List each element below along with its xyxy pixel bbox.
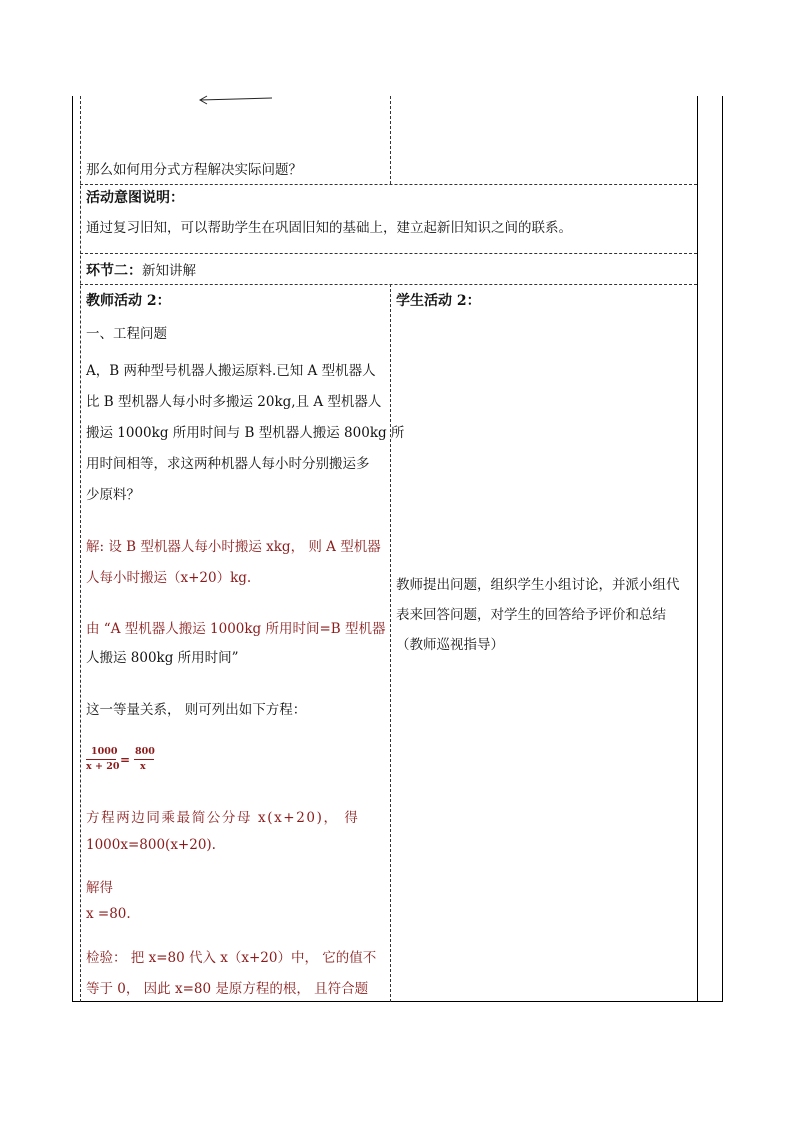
problem-line: A，B 两种型号机器人搬运原料.已知 A 型机器人 xyxy=(86,363,376,379)
section2-title: 新知讲解 xyxy=(142,263,196,279)
solution-line: 解: 设 B 型机器人每小时搬运 xkg， 则 A 型机器 xyxy=(86,539,381,555)
column-divider-main xyxy=(390,284,391,1002)
teacher-topic: 一、工程问题 xyxy=(86,326,167,342)
row-divider-3 xyxy=(80,284,697,285)
equals-sign: = xyxy=(120,753,131,767)
left-fraction-bar xyxy=(86,759,116,760)
right-denominator: x xyxy=(140,761,146,772)
left-numerator: 1000 xyxy=(91,746,118,757)
right-numerator: 800 xyxy=(135,746,155,757)
relation-line: 由 “A 型机器人搬运 1000kg 所用时间=B 型机器 xyxy=(86,621,386,637)
student-line: （教师巡视指导） xyxy=(396,637,504,653)
multiply-text: 方程两边同乘最简公分母 x(x+20)， 得 xyxy=(86,810,360,826)
intent-heading: 活动意图说明： xyxy=(86,190,184,206)
grid-left-line xyxy=(80,96,81,1002)
multiply-result: 1000x=800(x+20). xyxy=(86,837,216,853)
intent-body: 通过复习旧知，可以帮助学生在巩固旧知的基础上，建立起新旧知识之间的联系。 xyxy=(86,220,572,236)
table-inner-right-border xyxy=(697,96,698,1002)
equation-intro: 这一等量关系， 则可列出如下方程： xyxy=(86,702,307,718)
problem-line: 少原料？ xyxy=(86,487,140,503)
solve-label: 解得 xyxy=(86,880,113,896)
question-text: 那么如何用分式方程解决实际问题？ xyxy=(86,162,302,178)
section2-label xyxy=(86,259,196,280)
check-line: 检验： 把 x=80 代入 x（x+20）中， 它的值不 xyxy=(86,950,377,966)
column-divider-top xyxy=(390,96,391,184)
teacher-heading: 教师活动 2： xyxy=(86,293,171,309)
table-left-border xyxy=(72,96,73,1002)
arrow-left-icon xyxy=(196,94,276,106)
solution-line: 人每小时搬运（x+20）kg. xyxy=(86,570,252,586)
table-right-border xyxy=(722,96,723,1002)
section2-heading: 环节二： xyxy=(86,263,142,279)
solve-value: x =80. xyxy=(86,906,131,922)
problem-line: 用时间相等，求这两种机器人每小时分别搬运多 xyxy=(86,456,370,472)
multiply-line xyxy=(86,806,382,826)
right-fraction-bar xyxy=(134,759,154,760)
relation-line: 人搬运 800kg 所用时间” xyxy=(86,650,239,666)
table-bottom-border xyxy=(72,1001,723,1002)
student-heading: 学生活动 2： xyxy=(396,293,481,309)
check-line: 等于 0， 因此 x=80 是原方程的根， 且符合题 xyxy=(86,981,369,997)
problem-line: 搬运 1000kg 所用时间与 B 型机器人搬运 800kg 所 xyxy=(86,425,405,441)
student-line: 表来回答问题，对学生的回答给予评价和总结 xyxy=(396,607,666,623)
student-line: 教师提出问题，组织学生小组讨论，并派小组代 xyxy=(396,577,680,593)
problem-line: 比 B 型机器人每小时多搬运 20kg,且 A 型机器人 xyxy=(86,394,382,410)
left-denominator: x + 20 xyxy=(86,761,120,772)
row-divider-2 xyxy=(80,253,697,254)
row-divider-1 xyxy=(80,184,697,185)
